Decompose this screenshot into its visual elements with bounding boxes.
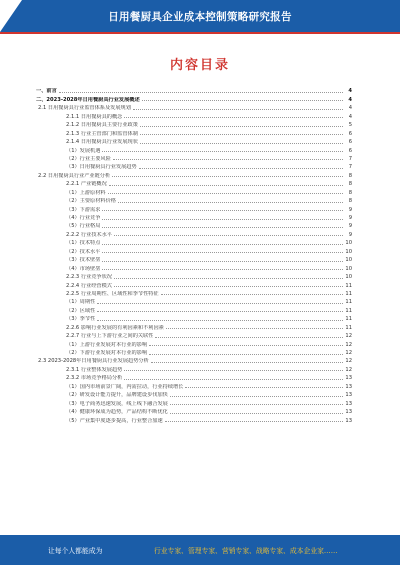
toc-entry-text: 2.2.4 行业经营模式: [66, 282, 112, 289]
toc-page-number: 10: [345, 257, 352, 264]
toc-page-number: 12: [345, 333, 352, 340]
footer-roles: 行业专家、管理专家、营销专家、战略专家、成本企业家……: [154, 547, 338, 555]
toc-entry-text: 2.1.1 日用餐厨具的概念: [66, 113, 123, 120]
toc-entry[interactable]: [36, 339, 352, 347]
toc-leader-dots: [140, 143, 343, 144]
toc-leader-dots: [97, 303, 343, 304]
toc-page-number: 12: [345, 341, 352, 348]
toc-leader-dots: [124, 379, 343, 380]
toc-entry[interactable]: [36, 407, 352, 415]
toc-leader-dots: [102, 227, 343, 228]
toc-entry-text: 二、2023-2028年日用餐厨具行业发展概述: [36, 96, 140, 103]
toc-entry[interactable]: [36, 187, 352, 195]
toc-leader-dots: [166, 328, 343, 329]
toc-leader-dots: [139, 168, 343, 169]
toc-entry[interactable]: [36, 145, 352, 153]
toc-page-number: 11: [345, 299, 352, 306]
toc-page-number: 6: [348, 130, 352, 137]
toc-leader-dots: [102, 261, 343, 262]
toc-entry-text: （5）行业格局: [66, 223, 101, 230]
toc-page-number: 9: [348, 215, 352, 221]
toc-entry[interactable]: [36, 373, 352, 381]
toc-entry-text: （2）下游行业发展对本行业的影响: [66, 350, 148, 356]
toc-entry[interactable]: [36, 111, 352, 119]
toc-entry[interactable]: [36, 280, 352, 288]
toc-entry-text: 2.2.6 影响行业发展的有利因素和不利因素: [66, 324, 164, 331]
toc-entry[interactable]: [36, 154, 352, 162]
toc-entry[interactable]: [36, 263, 352, 271]
toc-page-number: 8: [348, 198, 352, 205]
toc-entry[interactable]: [36, 196, 352, 204]
toc-entry[interactable]: [36, 364, 352, 372]
report-header-bar: [0, 0, 400, 32]
toc-leader-dots: [151, 362, 343, 363]
toc-leader-dots: [102, 219, 343, 220]
toc-entry-text: （2）研发设计能力提升，品牌建设步伐加快: [66, 392, 168, 399]
toc-entry[interactable]: [36, 213, 352, 221]
toc-page-number: 12: [345, 350, 352, 356]
toc-entry[interactable]: [36, 381, 352, 389]
toc-entry[interactable]: [36, 322, 352, 330]
toc-page-number: 9: [348, 206, 352, 213]
toc-entry[interactable]: [36, 162, 352, 170]
toc-entry[interactable]: [36, 348, 352, 356]
toc-entry[interactable]: [36, 238, 352, 246]
toc-page-number: 9: [348, 223, 352, 230]
toc-page-number: 13: [345, 409, 352, 416]
toc-page-number: 4: [348, 113, 352, 120]
toc-entry[interactable]: [36, 221, 352, 229]
toc-leader-dots: [109, 185, 343, 186]
toc-leader-dots: [140, 126, 343, 127]
toc-leader-dots: [161, 294, 343, 295]
toc-leader-dots: [108, 193, 343, 194]
toc-leader-dots: [59, 92, 343, 93]
toc-page-number: 13: [345, 383, 352, 390]
toc-entry-text: （1）技术特点: [66, 240, 101, 247]
toc-entry-text: （2）技术水平: [66, 248, 101, 255]
toc-page-number: 11: [345, 307, 352, 314]
toc-page-number: 12: [345, 358, 352, 365]
toc-leader-dots: [149, 354, 343, 355]
toc-leader-dots: [149, 345, 343, 346]
toc-entry-text: （3）日用餐厨具行业发展趋势: [66, 164, 137, 171]
toc-entry-text: （2）行业主要风险: [66, 155, 111, 162]
toc-leader-dots: [102, 252, 343, 253]
toc-entry-text: 2.2.7 行业与上下游行业之间的关联性: [66, 333, 154, 340]
toc-leader-dots: [114, 235, 343, 236]
toc-page-number: 11: [345, 316, 352, 323]
toc-entry[interactable]: [36, 204, 352, 212]
toc-entry[interactable]: [36, 128, 352, 136]
toc-page-number: 10: [345, 248, 352, 255]
toc-leader-dots: [113, 159, 343, 160]
toc-entry-text: 2.2 日用餐厨具行业产业链分析: [38, 172, 111, 179]
toc-entry[interactable]: [36, 289, 352, 297]
toc-entry-text: 2.1.2 日用餐厨具主要行业政策: [66, 122, 138, 129]
toc-leader-dots: [118, 202, 343, 203]
header-divider: [0, 32, 400, 34]
toc-entry-text: （1）国内市场前景广阔，内需拉动，行业持续增长: [66, 383, 184, 390]
toc-entry-text: 2.3.2 市场竞争格局分析: [66, 375, 123, 382]
toc-leader-dots: [124, 370, 343, 371]
toc-entry[interactable]: [36, 179, 352, 187]
toc-page-number: 10: [345, 240, 352, 247]
toc-page-number: 11: [345, 282, 352, 289]
toc-page-number: 6: [348, 139, 352, 146]
toc-entry[interactable]: [36, 120, 352, 128]
toc-page-number: 13: [345, 375, 352, 382]
toc-entry-text: 2.1.3 行业主管部门和监管体制: [66, 130, 138, 137]
toc-entry[interactable]: [36, 255, 352, 263]
toc-entry-text: （1）周期性: [66, 299, 96, 306]
toc-entry[interactable]: [36, 170, 352, 178]
toc-page-number: 4: [348, 105, 352, 112]
toc-page-number: 8: [348, 189, 352, 196]
toc-entry[interactable]: [36, 390, 352, 398]
toc-heading: 内容目录: [169, 58, 230, 73]
toc-entry-text: （4）健康环保成为趋势，产品结构不断优化: [66, 409, 168, 416]
toc-entry-text: （2）区域性: [66, 307, 96, 314]
footer-bar: [0, 535, 400, 565]
toc-entry[interactable]: [36, 356, 352, 364]
toc-entry-text: （4）行业竞争: [66, 215, 101, 221]
toc-entry-text: （3）技术壁垒: [66, 257, 101, 264]
toc-entry-text: （3）季节性: [66, 316, 96, 323]
toc-leader-dots: [114, 278, 343, 279]
toc-entry-text: 2.2.1 产业链概况: [66, 181, 107, 188]
toc-entry[interactable]: [36, 415, 352, 423]
toc-leader-dots: [170, 396, 343, 397]
toc-leader-dots: [102, 269, 343, 270]
toc-entry-text: （3）下游需求: [66, 206, 101, 213]
toc-page-number: 9: [348, 231, 352, 238]
toc-entry-text: 2.1.4 日用餐厨具行业发展现状: [66, 139, 138, 146]
toc-entry[interactable]: [36, 94, 352, 102]
toc-leader-dots: [133, 109, 343, 110]
toc-entry-text: （1）上游原材料: [66, 189, 106, 196]
toc-page-number: 4: [348, 88, 352, 95]
toc-entry-text: （1）上游行业发展对本行业的影响: [66, 341, 148, 348]
toc-page-number: 5: [348, 122, 352, 129]
toc-leader-dots: [140, 134, 343, 135]
toc-leader-dots: [102, 151, 343, 152]
toc-leader-dots: [185, 387, 343, 388]
toc-entry-text: 2.3.1 行业整体发展趋势: [66, 366, 123, 373]
toc-entry[interactable]: [36, 297, 352, 305]
toc-leader-dots: [170, 404, 343, 405]
toc-leader-dots: [142, 100, 343, 101]
toc-entry[interactable]: [36, 305, 352, 313]
toc-entry-text: 2.2.2 行业技术水平: [66, 231, 112, 238]
toc-entry-text: 2.2.3 行业竞争状况: [66, 274, 112, 281]
toc-entry-text: 一、前言: [36, 88, 57, 95]
toc-leader-dots: [114, 286, 343, 287]
toc-page-number: 12: [345, 366, 352, 373]
toc-leader-dots: [112, 176, 343, 177]
toc-entry[interactable]: [36, 314, 352, 322]
toc-entry[interactable]: [36, 398, 352, 406]
toc-page-number: 13: [345, 417, 352, 424]
toc-leader-dots: [170, 413, 343, 414]
toc-leader-dots: [165, 421, 343, 422]
toc-entry[interactable]: [36, 272, 352, 280]
toc-leader-dots: [155, 337, 343, 338]
table-of-contents: [36, 86, 352, 536]
toc-page-number: 13: [345, 392, 352, 399]
header-corner-decoration: [0, 0, 22, 32]
toc-page-number: 8: [348, 172, 352, 179]
toc-entry[interactable]: [36, 331, 352, 339]
toc-entry-text: 2.2.5 行业周期性、区域性和季节性特征: [66, 290, 159, 297]
toc-page-number: 11: [345, 290, 352, 297]
toc-entry[interactable]: [36, 86, 352, 94]
toc-entry[interactable]: [36, 103, 352, 111]
toc-entry-text: （2）主要原材料价格: [66, 198, 116, 205]
report-title: 日用餐厨具企业成本控制策略研究报告: [108, 10, 292, 23]
toc-entry[interactable]: [36, 246, 352, 254]
toc-entry-text: （4）市场壁垒: [66, 265, 101, 272]
toc-leader-dots: [97, 320, 343, 321]
toc-leader-dots: [102, 210, 343, 211]
toc-entry[interactable]: [36, 137, 352, 145]
toc-page-number: 11: [345, 324, 352, 331]
toc-page-number: 7: [348, 164, 352, 171]
toc-entry-text: 2.3 2023-2028年日用餐厨具行业发展趋势分析: [38, 358, 149, 365]
toc-page-number: 7: [348, 155, 352, 162]
toc-leader-dots: [97, 311, 343, 312]
toc-entry-text: （3）电子商务迅速发展，线上线下融合发展: [66, 400, 168, 407]
toc-page-number: 13: [345, 400, 352, 407]
toc-entry[interactable]: [36, 229, 352, 237]
toc-page-number: 4: [348, 96, 352, 103]
toc-leader-dots: [102, 244, 343, 245]
toc-leader-dots: [124, 117, 343, 118]
toc-entry-text: （5）产业集中度逐步提高，行业整合加速: [66, 417, 163, 424]
toc-page-number: 10: [345, 274, 352, 281]
toc-entry-text: 2.1 日用餐厨具行业监管体系及发展规划: [38, 105, 131, 112]
toc-page-number: 10: [345, 265, 352, 272]
toc-entry-text: （1）发展机遇: [66, 147, 101, 154]
toc-page-number: 6: [348, 147, 352, 154]
toc-page-number: 8: [348, 181, 352, 188]
footer-slogan: 让每个人都能成为: [48, 547, 103, 555]
